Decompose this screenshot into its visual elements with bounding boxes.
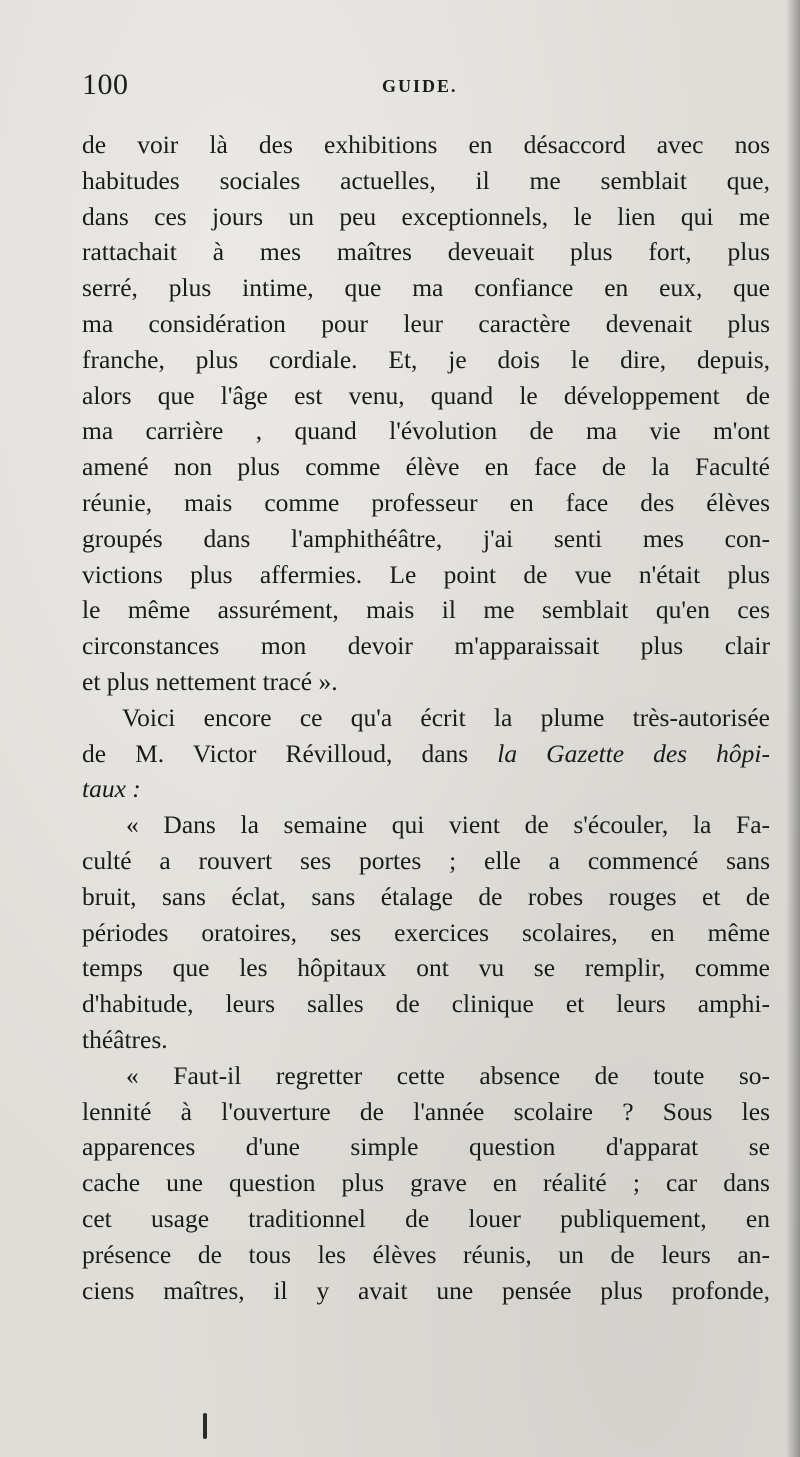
text-line: serré, plus intime, que ma confiance en eux, que [82, 273, 770, 303]
text-line: de voir là des exhibitions en désaccord avec nos [82, 130, 770, 159]
text-line: groupés dans l'amphithéâtre, j'ai senti mes con- [82, 523, 770, 553]
text-line: théâtres. [82, 1024, 168, 1054]
text-line: d'habitude, leurs salles de clinique et leurs amphi- [82, 989, 770, 1019]
text-line: ciens maîtres, il y avait une pensée plus profonde, [82, 1275, 770, 1305]
running-head: GUIDE. [382, 76, 458, 96]
text-line: bruit, sans éclat, sans étalage de robes rouges et de [82, 881, 770, 911]
text-line: lennité à l'ouverture de l'année scolaire ? Sous les [82, 1096, 770, 1126]
text-line: présence de tous les élèves réunis, un de leurs an- [82, 1239, 770, 1269]
text-line: culté a rouvert ses portes ; elle a commencé sans [82, 845, 770, 875]
text-line: « Faut-il regretter cette absence de toute so- [126, 1060, 770, 1090]
text-line: franche, plus cordiale. Et, je dois le dire, depuis, [82, 344, 770, 374]
page-header [82, 68, 760, 104]
text-line: Voici encore ce qu'a écrit la plume très-autorisée [122, 702, 770, 732]
text-line: réunie, mais comme professeur en face des élèves [82, 487, 770, 517]
text-line: dans ces jours un peu exceptionnels, le lien qui me [82, 201, 770, 231]
text-line: périodes oratoires, ses exercices scolaires, en même [82, 917, 770, 947]
text-line: le même assurément, mais il me semblait qu'en ces [82, 595, 770, 625]
ink-mark [203, 1413, 207, 1439]
text-line: alors que l'âge est venu, quand le développement de [82, 380, 770, 410]
text-line: circonstances mon devoir m'apparaissait plus clair [82, 631, 770, 661]
text-line: cet usage traditionnel de louer publiquement, en [82, 1203, 770, 1233]
text-line: et plus nettement tracé ». [82, 666, 338, 696]
text-line [82, 736, 770, 772]
text-line: ma carrière , quand l'évolution de ma vie m'ont [82, 416, 770, 446]
page-number: 100 [82, 68, 129, 101]
page-edge-shadow [786, 0, 800, 1457]
text-line: cache une question plus grave en réalité ; car dans [82, 1168, 770, 1198]
text-line: amené non plus comme élève en face de la Faculté [82, 452, 770, 482]
text-run: de M. Victor Révilloud, dans [82, 738, 498, 768]
text-line: ma considération pour leur caractère devenait plus [82, 308, 770, 338]
text-line: apparences d'une simple question d'apparat se [82, 1132, 770, 1162]
page-body [82, 127, 770, 1308]
journal-title: la Gazette des hôpi- [497, 738, 770, 768]
text-line: victions plus affermies. Le point de vue n'était plus [82, 559, 770, 589]
text-line: « Dans la semaine qui vient de s'écouler, la Fa- [126, 810, 770, 840]
text-line: rattachait à mes maîtres deveuait plus fort, plus [82, 237, 770, 267]
text-line: temps que les hôpitaux ont vu se remplir, comme [82, 953, 770, 983]
text-line: taux : [82, 774, 141, 804]
text-line: habitudes sociales actuelles, il me semblait que, [82, 165, 770, 195]
